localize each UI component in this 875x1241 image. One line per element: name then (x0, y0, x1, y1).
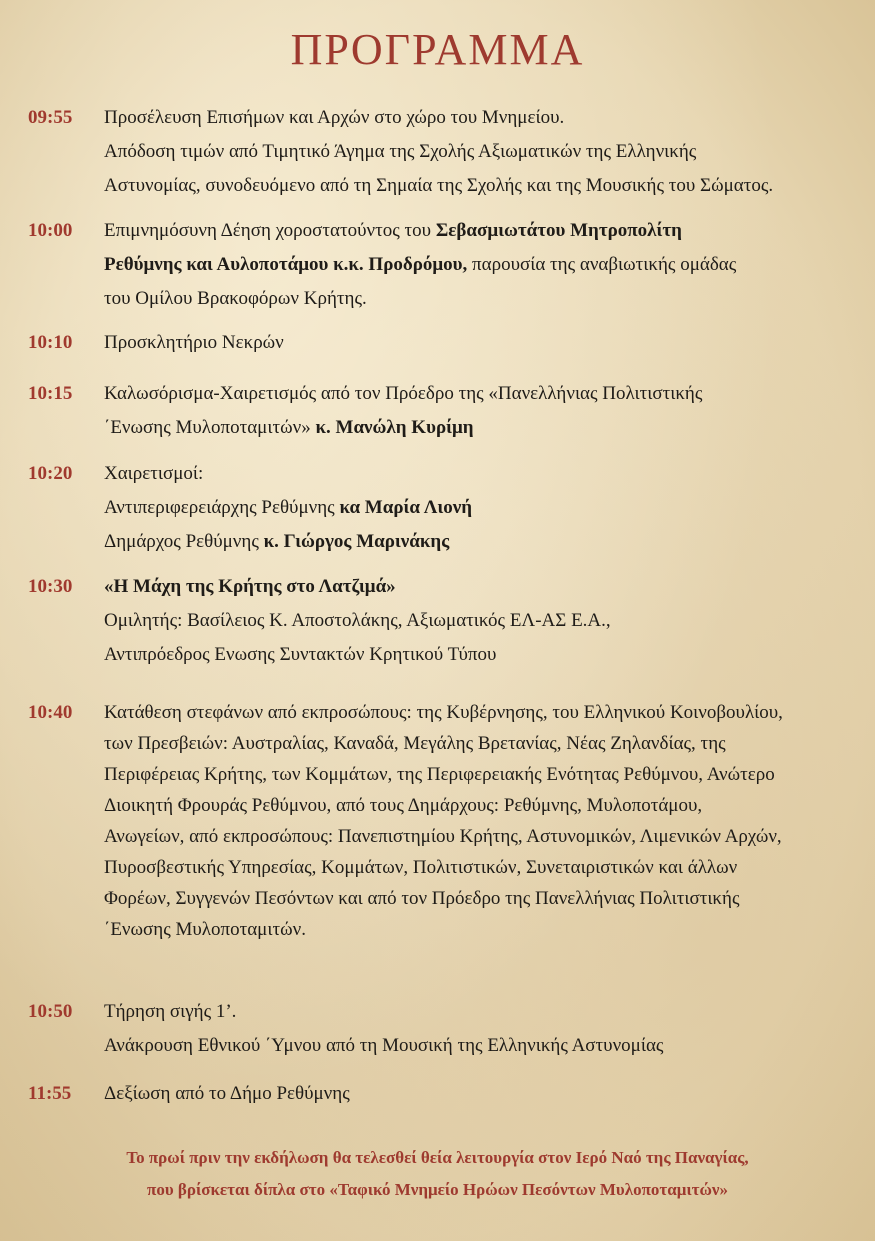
entry-content (104, 214, 854, 316)
entry-content (104, 326, 854, 360)
entry-time: 09:55 (28, 107, 73, 128)
entry-bold-text: «Η Μάχη της Κρήτης στο Λατζιμά» (104, 576, 396, 597)
entry-line: Διοικητή Φρουράς Ρεθύμνου, από τους Δημάρχους: Ρεθύμνης, Μυλοποτάμου, (104, 795, 703, 816)
entry-text: παρουσία της αναβιωτικής ομάδας (467, 254, 737, 275)
entry-content (104, 696, 854, 944)
entry-line: Απόδοση τιμών από Τιμητικό Άγημα της Σχολής Αξιωματικών της Ελληνικής (104, 141, 697, 162)
entry-content (104, 570, 854, 672)
entry-content (104, 101, 854, 203)
entry-line (104, 604, 854, 638)
entry-line (104, 377, 854, 411)
entry-line: Περιφέρειας Κρήτης, των Κομμάτων, της Περιφερειακής Ενότητας Ρεθύμνου, Ανώτερο (104, 764, 775, 785)
entry-content (104, 457, 854, 559)
entry-text: Δημάρχος Ρεθύμνης (104, 531, 264, 552)
entry-text: Αντιπεριφερειάρχης Ρεθύμνης (104, 497, 340, 518)
entry-text: Καλωσόρισμα-Χαιρετισμός από τον Πρόεδρο της «Πανελλήνιας Πολιτιστικής (104, 383, 703, 404)
entry-line (104, 214, 854, 248)
entry-text: Αντιπρόεδρος Ενωσης Συντακτών Κρητικού Τύπου (104, 644, 497, 665)
entry-line: των Πρεσβειών: Αυστραλίας, Καναδά, Μεγάλης Βρετανίας, Νέας Ζηλανδίας, της (104, 733, 726, 754)
entry-line: Ανωγείων, από εκπροσώπους: Πανεπιστημίου Κρήτης, Αστυνομικών, Λιμενικών Αρχών, (104, 826, 782, 847)
entry-line (104, 491, 854, 525)
entry-line (104, 525, 854, 559)
entry-bold-text: κ. Γιώργος Μαρινάκης (263, 531, 450, 552)
entry-text: Χαιρετισμοί: (104, 463, 204, 484)
entry-time: 11:55 (28, 1083, 72, 1104)
entry-time: 10:50 (28, 1001, 73, 1022)
entry-text: Επιμνημόσυνη Δέηση χοροστατούντος του (104, 220, 436, 241)
entry-bold-text: κ. Μανώλη Κυρίμη (315, 417, 474, 438)
entry-line: Αστυνομίας, συνοδευόμενο από τη Σημαία της Σχολής και της Μουσικής του Σώματος. (104, 175, 774, 196)
entry-line: Προσκλητήριο Νεκρών (104, 332, 284, 353)
footer-note (0, 1142, 875, 1206)
entry-bold-text: Ρεθύμνης και Αυλοποτάμου κ.κ. Προδρόμου, (104, 254, 468, 275)
entry-line: Κατάθεση στεφάνων από εκπροσώπους: της Κυβέρνησης, του Ελληνικού Κοινοβουλίου, (104, 702, 783, 723)
entry-line (104, 411, 854, 445)
entry-line: Τήρηση σιγής 1’. (104, 1001, 237, 1022)
entry-text: του Ομίλου Βρακοφόρων Κρήτης. (104, 288, 367, 309)
entry-line (104, 457, 854, 491)
entry-line: Δεξίωση από το Δήμο Ρεθύμνης (104, 1083, 350, 1104)
entry-time: 10:20 (28, 463, 73, 484)
entry-content (104, 1077, 854, 1111)
entry-text: ΄Ενωσης Μυλοποταμιτών» (104, 417, 316, 438)
entry-line: Πυροσβεστικής Υπηρεσίας, Κομμάτων, Πολιτιστικών, Συνεταιριστικών και άλλων (104, 857, 738, 878)
entry-line: Φορέων, Συγγενών Πεσόντων και από τον Πρόεδρο της Πανελλήνιας Πολιτιστικής (104, 888, 740, 909)
entry-content (104, 377, 854, 445)
entry-line: Ανάκρουση Εθνικού ΄Υμνου από τη Μουσική της Ελληνικής Αστυνομίας (104, 1035, 664, 1056)
entry-time: 10:00 (28, 220, 73, 241)
entry-line (104, 282, 854, 316)
entry-time: 10:30 (28, 576, 73, 597)
entry-time: 10:15 (28, 383, 73, 404)
entry-bold-text: κα Μαρία Λιονή (339, 497, 472, 518)
entry-line (104, 638, 854, 672)
footer-line: που βρίσκεται δίπλα στο «Ταφικό Μνημείο Ηρώων Πεσόντων Μυλοποταμιτών» (147, 1180, 728, 1199)
page-title: ΠΡΟΓΡΑΜΜΑ (290, 25, 585, 74)
entry-bold-text: Σεβασμιωτάτου Μητροπολίτη (435, 220, 682, 241)
entry-time: 10:40 (28, 702, 73, 723)
entry-line (104, 248, 854, 282)
entry-content (104, 995, 854, 1063)
entry-text: Ομιλητής: Βασίλειος Κ. Αποστολάκης, Αξιωματικός ΕΛ-ΑΣ Ε.Α., (104, 610, 611, 631)
entry-line (104, 570, 854, 604)
entry-line: Προσέλευση Επισήμων και Αρχών στο χώρο του Μνημείου. (104, 107, 565, 128)
entry-line: ΄Ενωσης Μυλοποταμιτών. (104, 919, 306, 940)
entry-time: 10:10 (28, 332, 73, 353)
footer-line: Το πρωί πριν την εκδήλωση θα τελεσθεί θεία λειτουργία στον Ιερό Ναό της Παναγίας, (126, 1148, 749, 1167)
